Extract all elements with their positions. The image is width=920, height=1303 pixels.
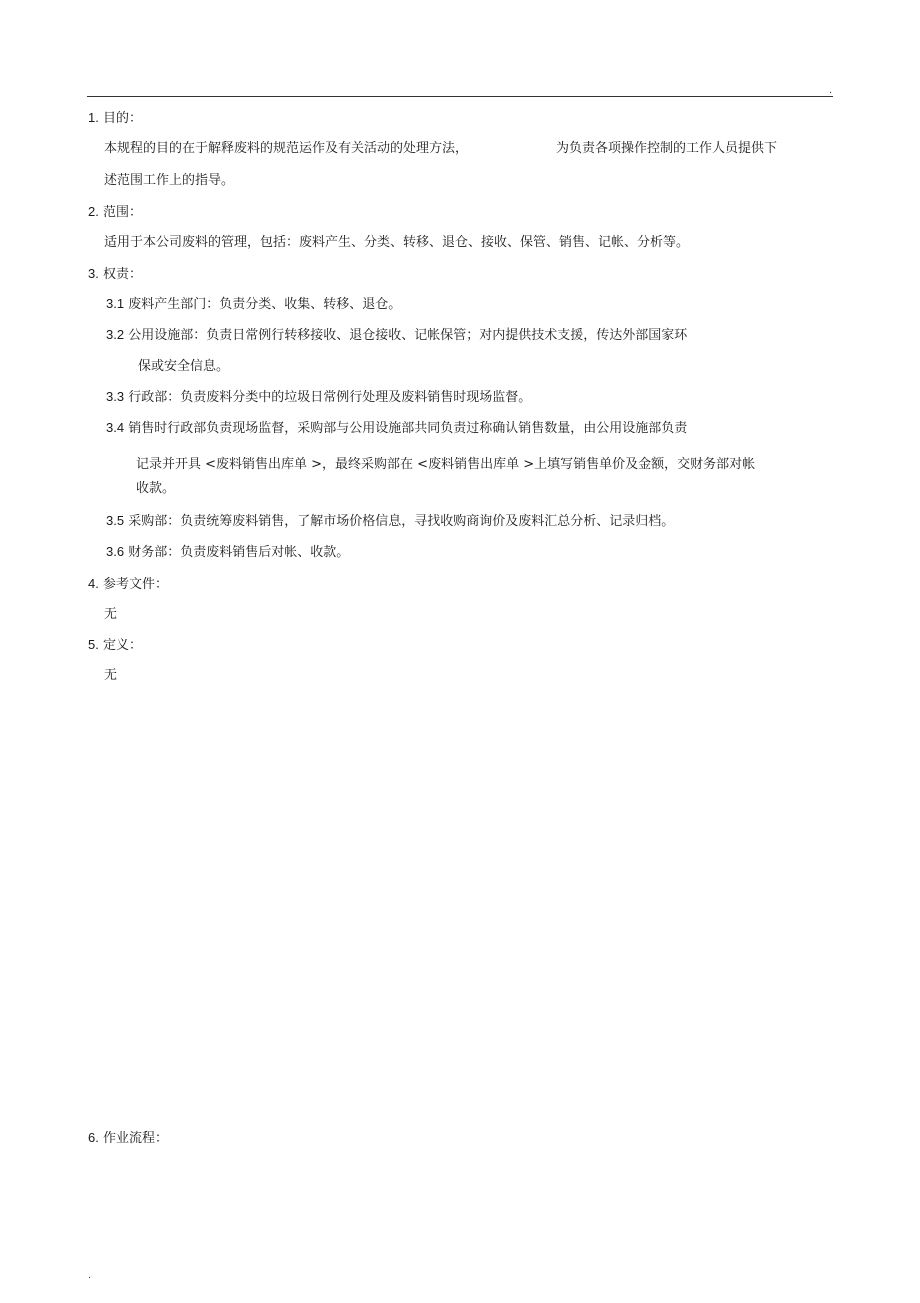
section-title: 目的：: [102, 111, 142, 126]
section-number: 6.: [88, 1130, 99, 1145]
footer-dot: .: [88, 1270, 92, 1281]
item-number: 3.5: [106, 513, 125, 528]
section-number: 3.: [88, 266, 99, 281]
section-title: 权责：: [102, 267, 142, 282]
header-rule: [87, 96, 833, 97]
section-1-line-1a: 本规程的目的在于解释废料的规范运作及有关活动的处理方法，: [104, 141, 469, 156]
section-title: 作业流程：: [102, 1131, 168, 1146]
item-number: 3.2: [106, 327, 125, 342]
item-3-3: [106, 389, 531, 406]
section-title: 范围：: [102, 205, 142, 220]
section-5-heading: [88, 637, 142, 654]
header-dot: .: [829, 85, 833, 96]
item-3-4: [106, 420, 687, 437]
item-text: 公用设施部：负责日常例行转移接收、退仓接收、记帐保管；对内提供技术支援，传达外部国家环: [128, 328, 688, 343]
item-text: 销售时行政部负责现场监督，采购部与公用设施部共同负责过称确认销售数量，由公用设施部负责: [128, 421, 688, 436]
section-6-heading: [88, 1130, 168, 1147]
item-number: 3.1: [106, 296, 125, 311]
item-3-1: [106, 296, 401, 313]
section-4-heading: [88, 576, 168, 593]
section-4-body: 无: [104, 607, 118, 622]
section-1-line-2: 述范围工作上的指导。: [104, 173, 235, 188]
section-title: 参考文件：: [102, 577, 168, 592]
section-1-heading: [88, 110, 142, 127]
item-number: 3.3: [106, 389, 125, 404]
item-text: 行政部：负责废料分类中的垃圾日常例行处理及废料销售时现场监督。: [128, 390, 532, 405]
item-3-4-continuation-2: 收款。: [136, 481, 176, 496]
section-number: 2.: [88, 204, 99, 219]
item-3-5: [106, 513, 674, 530]
section-title: 定义：: [102, 638, 142, 653]
section-5-body: 无: [104, 668, 118, 683]
item-number: 3.6: [106, 544, 125, 559]
section-3-heading: [88, 266, 142, 283]
section-2-line-1: 适用于本公司废料的管理，包括：废料产生、分类、转移、退仓、接收、保管、销售、记帐、分析等。: [104, 235, 690, 250]
item-number: 3.4: [106, 420, 125, 435]
section-1-line-1b: 为负责各项操作控制的工作人员提供下: [556, 141, 778, 156]
item-3-2-continuation: 保或安全信息。: [138, 359, 230, 374]
item-3-4-continuation: 记录并开具 <废料销售出库单 >，最终采购部在 <废料销售出库单 >上填写销售单价及金额，交财务部对帐: [136, 457, 756, 472]
section-number: 1.: [88, 110, 99, 125]
item-3-2: [106, 327, 687, 344]
section-number: 4.: [88, 576, 99, 591]
item-text: 采购部：负责统筹废料销售，了解市场价格信息，寻找收购商询价及废料汇总分析、记录归档。: [128, 514, 675, 529]
item-text: 废料产生部门：负责分类、收集、转移、退仓。: [128, 297, 402, 312]
section-number: 5.: [88, 637, 99, 652]
item-text: 财务部：负责废料销售后对帐、收款。: [128, 545, 350, 560]
item-3-6: [106, 544, 349, 561]
section-2-heading: [88, 204, 142, 221]
